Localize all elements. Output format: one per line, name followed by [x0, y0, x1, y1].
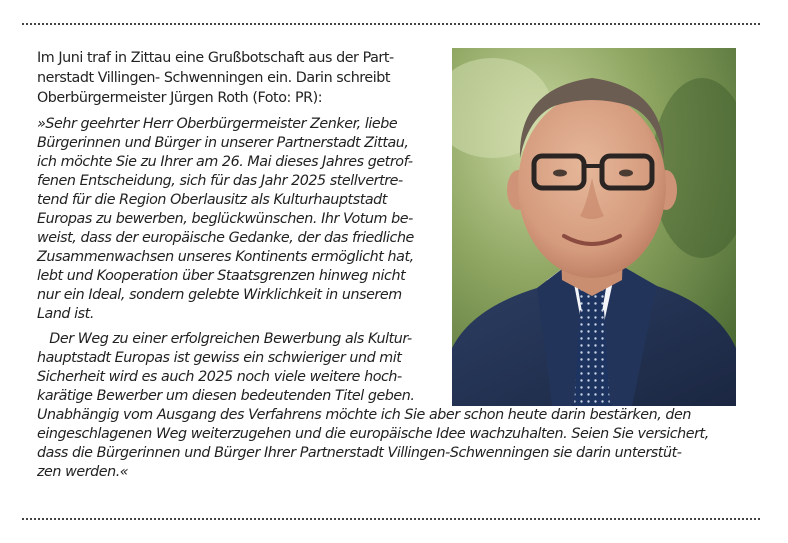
dotted-divider-top — [22, 23, 760, 25]
intro-line: Im Juni traf in Zittau eine Grußbotschaft aus der Part- — [37, 50, 394, 66]
quote-line: zen werden.« — [37, 464, 129, 480]
quote-line: nur ein Ideal, sondern gelebte Wirklichkeit in unserem — [37, 287, 402, 303]
quote-line: eingeschlagenen Weg weiterzugehen und die europäische Idee wachzuhalten. Seien Sie versichert, — [37, 426, 709, 442]
quote-line: lebt und Kooperation über Staatsgrenzen hinweg nicht — [37, 268, 406, 284]
quote-line: karätige Bewerber um diesen bedeutenden Titel geben. — [37, 388, 415, 404]
intro-line: nerstadt Villingen- Schwenningen ein. Darin schreibt — [37, 70, 391, 86]
quote-line: Sicherheit wird es auch 2025 noch viele weitere hoch- — [37, 369, 402, 385]
dotted-divider-bottom — [22, 518, 760, 520]
quote-line: tend für die Region Oberlausitz als Kulturhauptstadt — [37, 192, 387, 208]
quote-line: »Sehr geehrter Herr Oberbürgermeister Zenker, liebe — [37, 116, 398, 132]
quote-line: Zusammenwachsen unseres Kontinents ermöglicht hat, — [37, 249, 414, 265]
quote-line: hauptstadt Europas ist gewiss ein schwieriger und mit — [37, 350, 402, 366]
quote-line: Land ist. — [37, 306, 94, 322]
quote-line: Unabhängig vom Ausgang des Verfahrens möchte ich Sie aber schon heute darin bestärken, den — [37, 407, 691, 423]
quote-line: weist, dass der europäische Gedanke, der das friedliche — [37, 230, 414, 246]
quote-line: dass die Bürgerinnen und Bürger Ihrer Partnerstadt Villingen-Schwenningen sie darin unterstüt- — [37, 445, 682, 461]
quote-line: ich möchte Sie zu Ihrer am 26. Mai dieses Jahres getrof- — [37, 154, 413, 170]
quote-line: Bürgerinnen und Bürger in unserer Partnerstadt Zittau, — [37, 135, 409, 151]
intro-line: Oberbürgermeister Jürgen Roth (Foto: PR): — [37, 90, 323, 106]
quote-line: fenen Entscheidung, sich für das Jahr 2025 stellvertre- — [37, 173, 403, 189]
quote-line: Europas zu bewerben, beglückwünschen. Ihr Votum be- — [37, 211, 413, 227]
quote-line: Der Weg zu einer erfolgreichen Bewerbung als Kultur- — [37, 331, 412, 347]
portrait-photo — [452, 48, 736, 406]
